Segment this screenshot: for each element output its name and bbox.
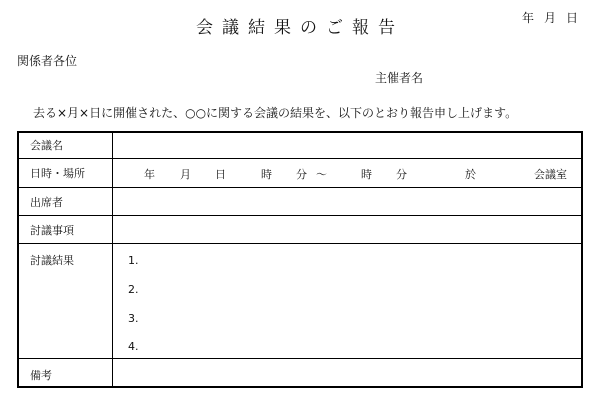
label-meeting-name: 会議名 [18, 132, 113, 158]
label-remarks: 備考 [18, 359, 113, 387]
result-item: 4. [128, 340, 139, 354]
report-table [17, 131, 583, 388]
label-datetime: 日時・場所 [18, 158, 113, 187]
date-year: 年 [522, 11, 535, 25]
date-day: 日 [566, 11, 579, 25]
intro-text: 去る×月×日に開催された、○○に関する会議の結果を、以下のとおり報告申し上げます。 [33, 106, 518, 120]
dt-at: 於 [465, 167, 476, 181]
result-item: 1. [128, 254, 139, 268]
row-agenda [18, 216, 582, 244]
dt-hour-end: 時 [361, 167, 372, 181]
recipient: 関係者各位 [17, 54, 78, 68]
organizer-name: 主催者名 [375, 71, 424, 85]
document-title: 会議結果のご報告 [196, 18, 404, 38]
dt-year: 年 [144, 167, 155, 181]
result-item: 2. [128, 283, 139, 297]
label-agenda: 討議事項 [18, 216, 113, 244]
value-results[interactable] [113, 244, 583, 359]
value-attendees[interactable] [113, 187, 583, 215]
result-item: 3. [128, 312, 139, 326]
dt-month: 月 [180, 167, 191, 181]
label-results: 討議結果 [18, 244, 113, 359]
row-attendees [18, 187, 582, 215]
dt-room: 会議室 [534, 167, 567, 181]
dt-minute-end: 分 [396, 167, 407, 181]
date-placeholder [522, 9, 578, 26]
date-month: 月 [544, 11, 557, 25]
dt-tilde: 〜 [316, 167, 327, 181]
value-agenda[interactable] [113, 216, 583, 244]
value-meeting-name[interactable] [113, 132, 583, 158]
dt-day: 日 [215, 167, 226, 181]
row-results [18, 244, 582, 359]
value-datetime[interactable] [113, 158, 583, 187]
row-remarks [18, 359, 582, 387]
dt-minute-start: 分 [296, 167, 307, 181]
dt-hour-start: 時 [261, 167, 272, 181]
results-list [113, 244, 581, 358]
label-attendees: 出席者 [18, 187, 113, 215]
value-remarks[interactable] [113, 359, 583, 387]
row-datetime [18, 158, 582, 187]
row-meeting-name [18, 132, 582, 158]
